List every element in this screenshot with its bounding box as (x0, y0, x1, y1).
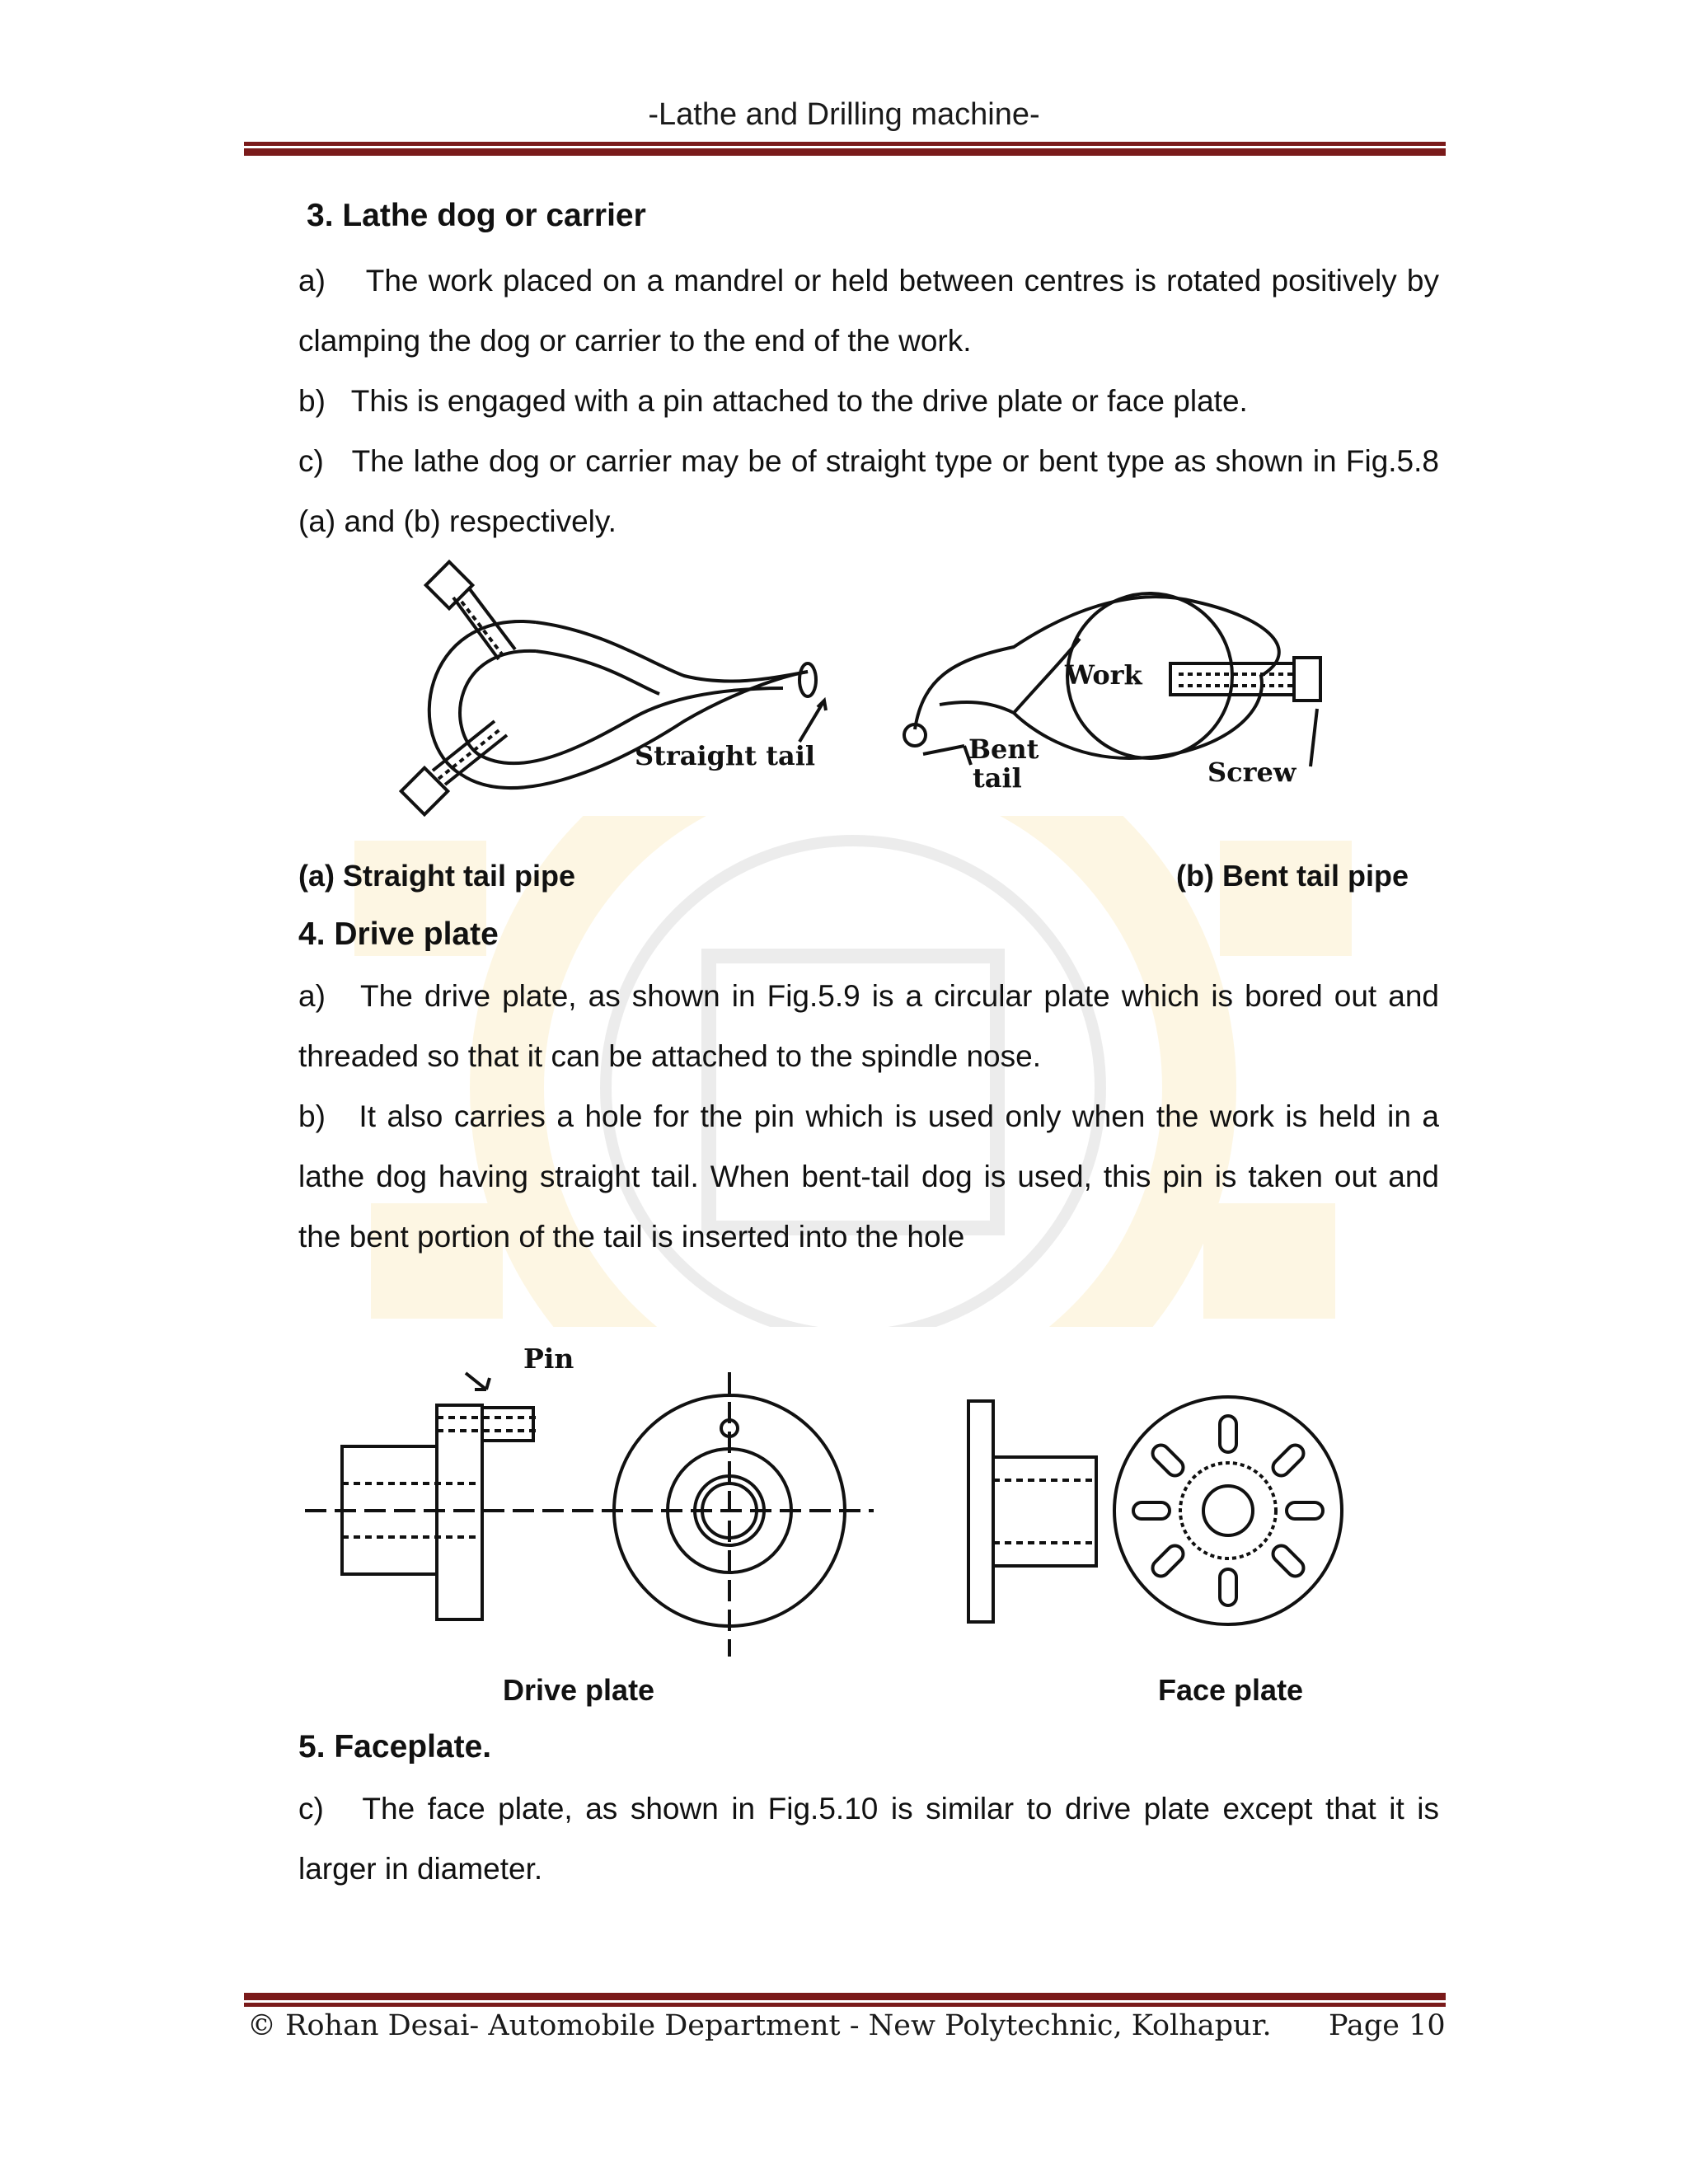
footer-page-number: Page 10 (1329, 2009, 1446, 2042)
caption-bent-tail: (b) Bent tail pipe (1176, 859, 1409, 893)
screw-label: Screw (1207, 757, 1296, 788)
section-3-item-b: b) This is engaged with a pin attached to the drive plate or face plate. (298, 384, 1248, 418)
footer-copyright: © Rohan Desai- Automobile Department - New Polytechnic, Kolhapur. (247, 2009, 1272, 2042)
bent-label: Bent (968, 733, 1039, 765)
pin-label: Pin (523, 1343, 574, 1375)
section-3-item-a: a) The work placed on a mandrel or held between centres is rotated positively by clamping the dog or carrier to the end of the work. (298, 264, 1439, 358)
running-header: -Lathe and Drilling machine- (648, 97, 1040, 132)
caption-straight-tail: (a) Straight tail pipe (298, 859, 576, 893)
section-4-item-b: b) It also carries a hole for the pin which is used only when the work is held in a lathe dog having straight tail. When bent-tail dog is used, this pin is taken out and the bent portion of the tail is inserted into the hole (298, 1099, 1439, 1254)
section-3-heading: 3. Lathe dog or carrier (307, 198, 646, 233)
drive-face-plate-figure (305, 1335, 1376, 1665)
section-3-item-c: c) The lathe dog or carrier may be of straight type or bent type as shown in Fig.5.8 (a) and (b) respectively. (298, 444, 1439, 538)
section-5-heading: 5. Faceplate. (298, 1729, 492, 1765)
tail-label: tail (973, 762, 1022, 794)
work-label: Work (1065, 659, 1142, 691)
section-4-heading: 4. Drive plate (298, 916, 499, 952)
header-rule (244, 142, 1446, 156)
section-5-item-c: c) The face plate, as shown in Fig.5.10 is similar to drive plate except that it is larger in diameter. (298, 1792, 1439, 1886)
caption-drive-plate: Drive plate (503, 1673, 655, 1707)
caption-face-plate: Face plate (1158, 1673, 1304, 1707)
straight-tail-label: Straight tail (635, 740, 816, 771)
lathe-dog-figure (387, 552, 1368, 824)
footer-rule (244, 1993, 1446, 2007)
section-4-item-a: a) The drive plate, as shown in Fig.5.9 is a circular plate which is bored out and threaded so that it can be attached to the spindle nose. (298, 979, 1439, 1073)
